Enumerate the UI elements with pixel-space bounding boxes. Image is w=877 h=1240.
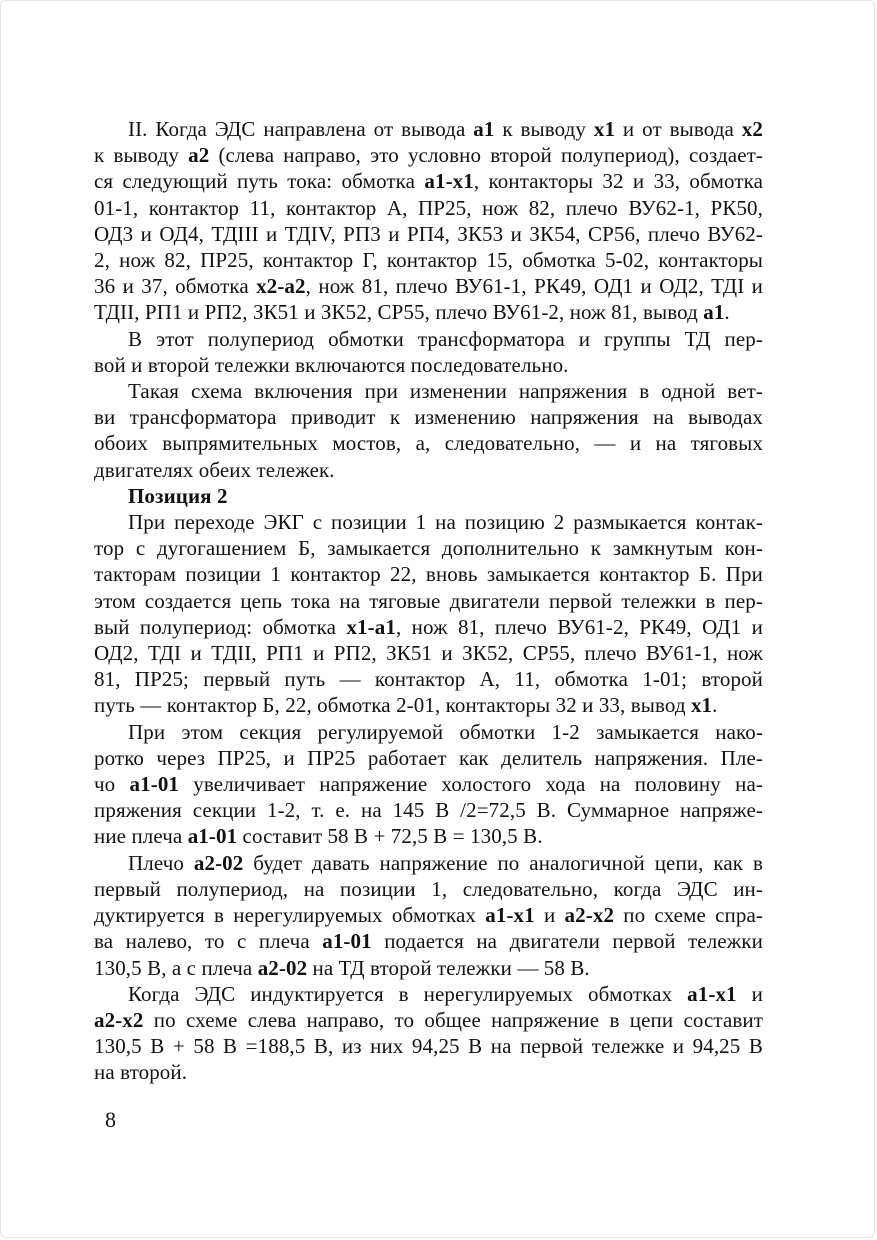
text-line — [94, 404, 763, 430]
bold-term: а2 — [188, 143, 210, 168]
text-line — [94, 902, 763, 928]
text-line — [94, 116, 763, 142]
bold-term: х2-а2 — [256, 274, 306, 299]
text-line — [94, 168, 763, 194]
text-segment: 2, нож 82, ПР25, контактор Г, контактор 15, обмотка 5-02, контакторы — [94, 248, 763, 273]
text-line — [94, 326, 763, 352]
text-segment: и — [534, 903, 565, 928]
text-segment: . — [712, 693, 718, 718]
bold-term: а1-х1 — [687, 981, 737, 1006]
bold-term: а2-х2 — [564, 903, 615, 928]
text-line — [94, 640, 763, 666]
text-segment: 81, ПР25; первый путь — контактор А, 11, обмотка 1-01; второй — [94, 667, 763, 692]
text-segment: и от вывода — [615, 117, 742, 141]
text-segment: составит 58 В + 72,5 В = 130,5 В. — [237, 824, 543, 849]
bold-term: а1-х1 — [424, 169, 474, 194]
text-line — [94, 378, 763, 404]
bold-term: х2 — [741, 117, 763, 141]
text-line — [94, 1059, 763, 1085]
text-segment: двигателях обеих тележек. — [94, 457, 335, 482]
text-segment: , нож 81, плечо ВУ61-1, РК49, ОД1 и ОД2, ТДI и — [305, 274, 763, 299]
text-segment: первый полупериод, на позиции 1, следовательно, когда ЭДС ин- — [94, 876, 763, 901]
text-line — [94, 430, 763, 456]
text-segment: пряжения секции 1-2, т. е. на 145 В /2=72,5 В. Суммарное напряже- — [94, 798, 763, 823]
text-segment: ОД2, ТДI и ТДII, РП1 и РП2, ЗК51 и ЗК52, СР55, плечо ВУ61-1, нож — [94, 641, 763, 666]
text-segment: тор с дугогашением Б, замыкается дополнительно к замкнутым кон- — [94, 536, 763, 561]
text-line — [94, 273, 763, 299]
text-segment: дуктируется в нерегулируемых обмотках — [94, 903, 486, 928]
text-line — [94, 666, 763, 692]
page-number: 8 — [105, 1107, 116, 1132]
text-segment: 130,5 В + 58 В =188,5 В, из них 94,25 В на первой тележке и 94,25 В — [94, 1034, 763, 1059]
text-segment: При переходе ЭКГ с позиции 1 на позицию 2 размыкается контак- — [128, 510, 763, 535]
text-segment: такторам позиции 1 контактор 22, вновь замыкается контактор Б. При — [94, 562, 763, 587]
text-segment: . — [724, 300, 730, 325]
bold-term: х1 — [593, 117, 616, 141]
text-segment: к выводу — [94, 143, 189, 168]
bold-term: а2-02 — [257, 955, 308, 980]
text-segment: к выводу — [494, 117, 594, 141]
text-segment: и — [736, 981, 763, 1006]
text-segment: вый полупериод: обмотка — [94, 614, 347, 639]
paragraph — [94, 378, 763, 483]
text-line — [94, 745, 763, 771]
bold-term: х1 — [690, 693, 713, 718]
text-line — [94, 1033, 763, 1059]
text-segment: Такая схема включения при изменении напряжения в одной вет- — [128, 379, 763, 404]
text-line — [94, 195, 763, 221]
paragraph — [94, 509, 763, 719]
text-segment: 01-1, контактор 11, контактор А, ПР25, нож 82, плечо ВУ62-1, РК50, — [94, 195, 763, 220]
text-line — [94, 614, 763, 640]
text-segment: ви трансформатора приводит к изменению напряжения на выводах — [94, 405, 763, 430]
bold-term: а2-х2 — [94, 1007, 144, 1032]
section-heading — [94, 483, 763, 509]
paragraph — [94, 850, 763, 981]
paragraph — [94, 981, 763, 1086]
text-line — [94, 457, 763, 483]
text-segment: Плечо — [128, 850, 194, 875]
text-line — [94, 955, 763, 981]
text-segment: (слева направо, это условно второй полупериод), создает- — [209, 143, 763, 168]
paragraph — [94, 116, 763, 326]
text-segment: по схеме спра- — [614, 903, 763, 928]
text-line — [94, 535, 763, 561]
text-segment: 130,5 В, а с плеча — [94, 955, 258, 980]
text-line — [94, 247, 763, 273]
text-line — [94, 588, 763, 614]
text-line — [94, 876, 763, 902]
text-line — [94, 692, 763, 718]
text-line — [94, 719, 763, 745]
text-segment: по схеме слева направо, то общее напряжение в цепи составит — [143, 1007, 763, 1032]
text-segment: , контакторы 32 и 33, обмотка — [473, 169, 763, 194]
paragraph — [94, 326, 763, 378]
text-segment: обоих выпрямительных мостов, а, следовательно, — и на тяговых — [94, 431, 763, 456]
text-segment: будет давать напряжение по аналогичной цепи, как в — [243, 850, 763, 875]
bold-term: а1-х1 — [485, 903, 535, 928]
text-segment: увеличивает напряжение холостого хода на половину на- — [179, 772, 763, 797]
text-segment: путь — контактор Б, 22, обмотка 2-01, контакторы 32 и 33, вывод — [94, 693, 691, 718]
bold-term: а2-02 — [193, 850, 244, 875]
text-line — [94, 509, 763, 535]
text-line — [94, 352, 763, 378]
bold-term: Позиция 2 — [128, 483, 228, 508]
text-line — [94, 561, 763, 587]
text-line — [94, 483, 763, 509]
text-segment: В этот полупериод обмотки трансформатора и группы ТД пер- — [128, 326, 763, 351]
text-segment: на ТД второй тележки — 58 В. — [307, 955, 590, 980]
text-segment: чо — [94, 772, 130, 797]
text-segment: ОД3 и ОД4, ТДIII и ТДIV, РП3 и РП4, ЗК53 и ЗК54, СР56, плечо ВУ62- — [94, 221, 763, 246]
bold-term: а1-01 — [129, 772, 180, 797]
text-line — [94, 771, 763, 797]
text-line — [94, 928, 763, 954]
text-segment: этом создается цепь тока на тяговые двигатели первой тележки в пер- — [94, 588, 763, 613]
bold-term: а1 — [473, 117, 495, 141]
bold-term: а1 — [703, 300, 725, 325]
text-line — [94, 797, 763, 823]
text-segment: , нож 81, плечо ВУ61-2, РК49, ОД1 и — [395, 614, 763, 639]
text-segment: Когда ЭДС индуктируется в нерегулируемых обмотках — [128, 981, 688, 1006]
text-line — [94, 1007, 763, 1033]
text-segment: на второй. — [94, 1060, 188, 1085]
bold-term: а1-01 — [187, 824, 238, 849]
text-segment: ротко через ПР25, и ПР25 работает как делитель напряжения. Пле- — [94, 745, 763, 770]
text-segment: II. Когда ЭДС направлена от вывода — [128, 117, 474, 141]
paragraph — [94, 719, 763, 850]
text-segment: ТДII, РП1 и РП2, ЗК51 и ЗК52, СР55, плечо ВУ61-2, нож 81, вывод — [94, 300, 704, 325]
text-segment: ние плеча — [94, 824, 188, 849]
bold-term: х1-а1 — [346, 614, 396, 639]
text-segment: вой и второй тележки включаются последовательно. — [94, 352, 569, 377]
text-line — [94, 221, 763, 247]
text-line — [94, 981, 763, 1007]
text-segment: ся следующий путь тока: обмотка — [94, 169, 425, 194]
text-block — [94, 116, 763, 1086]
bold-term: а1-01 — [322, 929, 372, 954]
text-segment: подается на двигатели первой тележки — [371, 929, 763, 954]
text-line — [94, 823, 763, 849]
text-segment: ва налево, то с плеча — [94, 929, 323, 954]
text-line — [94, 142, 763, 168]
text-line — [94, 299, 763, 325]
text-line — [94, 850, 763, 876]
text-segment: 36 и 37, обмотка — [94, 274, 257, 299]
text-segment: При этом секция регулируемой обмотки 1-2 замыкается нако- — [128, 719, 763, 744]
